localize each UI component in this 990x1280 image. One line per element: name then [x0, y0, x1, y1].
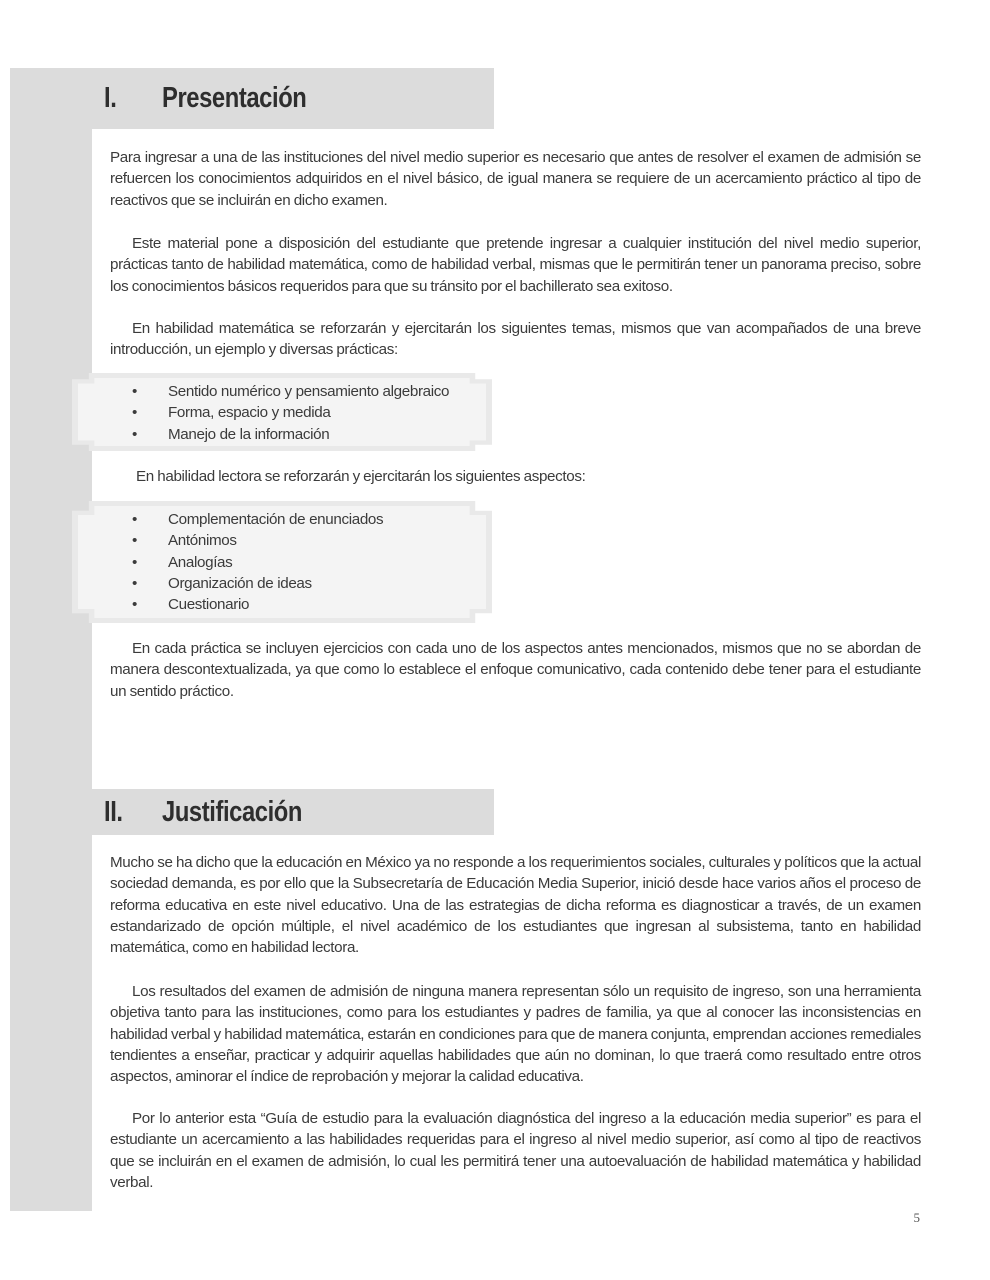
paragraph: Para ingresar a una de las instituciones del nivel medio superior es necesario que antes de resolver el examen de admisión se refuercen los conocimientos adquiridos en el nivel básico, de igual manera se requiere de un acercamiento práctico al tipo de reactivos que se incluirán en dicho examen. [110, 149, 921, 209]
paragraph: Los resultados del examen de admisión de ninguna manera representan sólo un requisito de ingreso, son una herramienta objetiva tanto para las instituciones, como para los estudiantes y padres de familia, ya que al conocer las inconsistencias en habilidad verbal y habilidad matemática, estarán en condiciones para que de manera conjunta, emprendan acciones remediales tendientes a enseñar, practicar y adquirir aquellas habilidades que aún no dominan, lo que traerá como resultado entre otros aspectos, aminorar el índice de reprobación y mejorar la calidad educativa. [110, 983, 921, 1086]
page-number: 5 [913, 1210, 920, 1225]
section-header-justificacion [92, 789, 494, 835]
list-item: • Cuestionario [132, 596, 250, 614]
math-topics-box [72, 373, 492, 451]
reading-topics-box [72, 501, 492, 623]
list-item: • Sentido numérico y pensamiento algebraico [132, 383, 450, 400]
section-number: II. [104, 795, 123, 828]
list-item: • Complementación de enunciados [132, 511, 384, 528]
left-margin-band [10, 68, 92, 1211]
paragraph: En cada práctica se incluyen ejercicios con cada uno de los aspectos antes mencionados, mismos que no se abordan de manera descontextualizada, ya que como lo establece el enfoque comunicativo, cada contenido debe tener para el estudiante un sentido práctico. [110, 640, 921, 700]
paragraph: Por lo anterior esta “Guía de estudio para la evaluación diagnóstica del ingreso a la educación media superior” es para el estudiante un acercamiento a las habilidades requeridas para el ingreso al nivel medio superior, así como al tipo de reactivos que se incluirán en el examen de admisión, lo cual les permitirá tener una autoevaluación de habilidad matemática y habilidad verbal. [110, 1110, 921, 1191]
math-topics-list [72, 381, 449, 445]
paragraph: Este material pone a disposición del estudiante que pretende ingresar a cualquier institución del nivel medio superior, prácticas tanto de habilidad matemática, como de habilidad verbal, mismas que le permitirán tener un panorama preciso, sobre los conocimientos básicos requeridos para que su tránsito por el bachillerato sea exitoso. [110, 235, 921, 295]
list-item: • Organización de ideas [132, 574, 312, 592]
list-item: • Forma, espacio y medida [132, 404, 331, 422]
section-title: Presentación [162, 82, 307, 114]
section-title: Justificación [162, 795, 303, 828]
reading-topics-list [72, 509, 383, 615]
paragraph: Mucho se ha dicho que la educación en México ya no responde a los requerimientos sociales, culturales y políticos que la actual sociedad demanda, es por ello que la Subsecretaría de Educación Media Superior, inició desde hace varios años el proceso de reforma educativa en este nivel educativo. Una de las estrategias de dicha reforma es diagnosticar a través, de un examen estandarizado de opción múltiple, el nivel académico de los estudiantes que ingresan al subsistema, tanto en habilidad matemática, como en habilidad lectora. [110, 854, 921, 957]
list-item: • Analogías [132, 553, 233, 571]
paragraph: En habilidad matemática se reforzarán y ejercitarán los siguientes temas, mismos que van acompañados de una breve introducción, un ejemplo y diversas prácticas: [110, 320, 921, 359]
list-item: • Manejo de la información [132, 425, 330, 443]
list-item: • Antónimos [132, 532, 237, 550]
paragraph: En habilidad lectora se reforzarán y ejercitarán los siguientes aspectos: [136, 468, 586, 485]
section-number: I. [104, 82, 117, 114]
section-header-presentacion [92, 68, 494, 129]
